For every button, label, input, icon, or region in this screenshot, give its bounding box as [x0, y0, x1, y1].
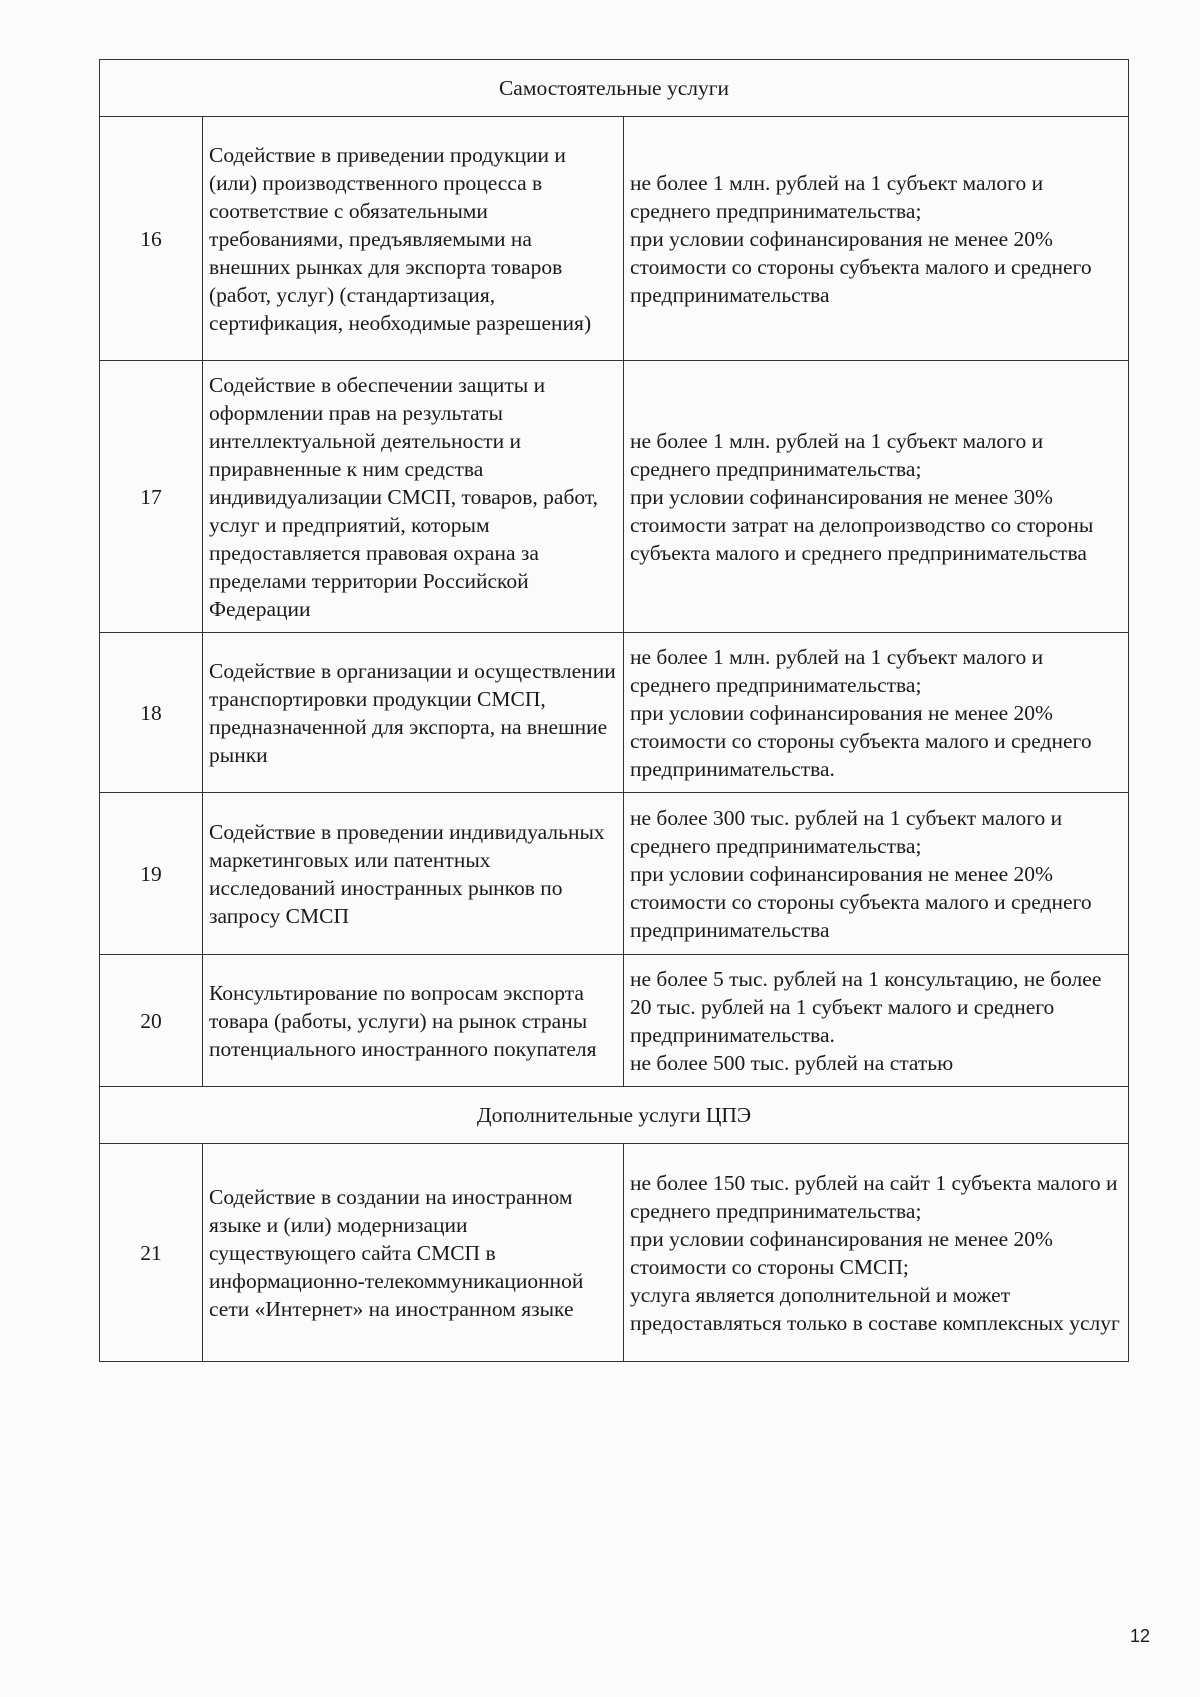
table-row	[100, 117, 1129, 361]
service-description: Содействие в обеспечении защиты и оформлении прав на результаты интеллектуальной деятельности и приравненные к ним средства индивидуализации СМСП, товаров, работ, услуг и предприятий, которым предоставляется правовая охрана за пределами территории Российской Федерации	[203, 361, 624, 633]
table-row	[100, 955, 1129, 1087]
service-conditions: не более 1 млн. рублей на 1 субъект малого и среднего предпринимательства; при условии софинансирования не менее 20% стоимости со стороны субъекта малого и среднего предпринимательства	[624, 117, 1129, 361]
section-header-row	[100, 60, 1129, 117]
service-conditions: не более 1 млн. рублей на 1 субъект малого и среднего предпринимательства; при условии софинансирования не менее 30% стоимости затрат на делопроизводство со стороны субъекта малого и среднего предпринимательства	[624, 361, 1129, 633]
table-row	[100, 361, 1129, 633]
service-conditions: не более 5 тыс. рублей на 1 консультацию, не более 20 тыс. рублей на 1 субъект малого и среднего предпринимательства. не более 500 тыс. рублей на статью	[624, 955, 1129, 1087]
page-number: 12	[1130, 1626, 1151, 1646]
table-row	[100, 633, 1129, 793]
row-number: 19	[100, 793, 203, 955]
row-number: 18	[100, 633, 203, 793]
services-table	[99, 59, 1129, 1362]
table-row	[100, 1144, 1129, 1362]
section-header-row	[100, 1087, 1129, 1144]
service-conditions: не более 1 млн. рублей на 1 субъект малого и среднего предпринимательства; при условии софинансирования не менее 20% стоимости со стороны субъекта малого и среднего предпринимательства.	[624, 633, 1129, 793]
service-description: Содействие в приведении продукции и (или) производственного процесса в соответствие с обязательными требованиями, предъявляемыми на внешних рынках для экспорта товаров (работ, услуг) (стандартизация, сертификация, необходимые разрешения)	[203, 117, 624, 361]
service-description: Содействие в проведении индивидуальных маркетинговых или патентных исследований иностранных рынков по запросу СМСП	[203, 793, 624, 955]
row-number: 17	[100, 361, 203, 633]
service-conditions: не более 300 тыс. рублей на 1 субъект малого и среднего предпринимательства; при условии софинансирования не менее 20% стоимости со стороны субъекта малого и среднего предпринимательства	[624, 793, 1129, 955]
section-title-main: Самостоятельные услуги	[100, 60, 1129, 117]
row-number: 21	[100, 1144, 203, 1362]
service-description: Консультирование по вопросам экспорта товара (работы, услуги) на рынок страны потенциального иностранного покупателя	[203, 955, 624, 1087]
service-description: Содействие в создании на иностранном языке и (или) модернизации существующего сайта СМСП в информационно-телекоммуникационной сети «Интернет» на иностранном языке	[203, 1144, 624, 1362]
table-row	[100, 793, 1129, 955]
row-number: 20	[100, 955, 203, 1087]
row-number: 16	[100, 117, 203, 361]
service-description: Содействие в организации и осуществлении транспортировки продукции СМСП, предназначенной для экспорта, на внешние рынки	[203, 633, 624, 793]
section-title-extra: Дополнительные услуги ЦПЭ	[100, 1087, 1129, 1144]
service-conditions: не более 150 тыс. рублей на сайт 1 субъекта малого и среднего предпринимательства; при условии софинансирования не менее 20% стоимости со стороны СМСП; услуга является дополнительной и может предоставляться только в составе комплексных услуг	[624, 1144, 1129, 1362]
